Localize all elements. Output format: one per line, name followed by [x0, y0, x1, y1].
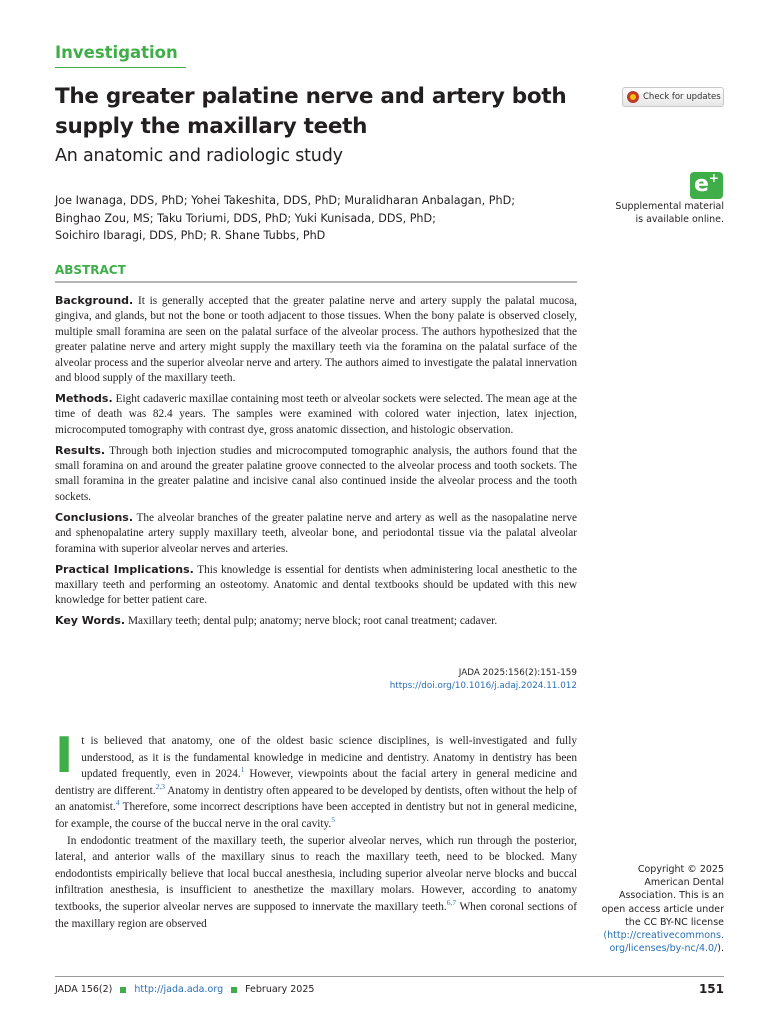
reference-link[interactable]: 5	[331, 815, 335, 825]
article-title: The greater palatine nerve and artery both supply the maxillary teeth	[55, 84, 567, 139]
author-line: Binghao Zou, MS; Taku Toriumi, DDS, PhD; Yuki Kunisada, DDS, PhD;	[55, 211, 436, 225]
doi-link[interactable]: https://doi.org/10.1016/j.adaj.2024.11.012	[389, 681, 577, 691]
abstract-label: Background.	[55, 294, 134, 307]
check-for-updates-button[interactable]	[622, 87, 724, 107]
abstract-keywords	[55, 613, 577, 629]
footer-date: February 2025	[245, 984, 315, 995]
supplemental-line: Supplemental material	[615, 201, 724, 212]
abstract-label: Key Words.	[55, 614, 126, 628]
copyright-line: Association. This is an	[618, 890, 724, 902]
abstract-body	[55, 293, 577, 634]
body-text: In endodontic treatment of the maxillary teeth, the superior alveolar nerves, which run through the posterior, lateral, and anterior walls of the maxillary sinus to reach the maxillary teeth, need to be blocked. Many endodontists empirically believe that local buccal anesthesia, including superior alveolar nerve blocks and buccal infiltration anesthesia, is insufficient to anesthetize the maxillary molars. However, according to anatomy textbooks, the superior alveolar nerves are supposed to innervate the maxillary teeth.	[55, 834, 577, 913]
abstract-label: Conclusions.	[55, 510, 134, 524]
abstract-text: The alveolar branches of the greater palatine nerve and artery as well as the nasopalatine nerve and sphenopalatine artery supply maxillary teeth, alveolar bone, and periodontal tissue via the palatal alveolar foramina with superior alveolar nerves and arteries.	[55, 511, 577, 555]
square-bullet-icon	[120, 987, 126, 993]
abstract-heading: ABSTRACT	[55, 263, 126, 277]
copyright-line: American Dental	[644, 877, 724, 889]
body-text: t is believed that anatomy, one of the oldest basic science disciplines, is well-investigated and fully understood, as it is the fundamental knowledge in medicine and dentistry. Anatomy in dentistry has been updated frequently, even in 2024.	[81, 735, 577, 781]
section-label: Investigation	[55, 43, 178, 62]
abstract-text: It is generally accepted that the greater palatine nerve and artery supply the palatal mucosa, gingiva, and glands, but not the bone or tooth adjacent to those tissues. When the bony palate is observed closely, multiple small foramina are seen on the palatal surface of the alveolar process. The authors hypothesized that the greater palatine nerve and artery might supply the maxillary teeth via the foramina on the palatal surface of the alveolar process and the superior alveolar nerve and artery. The authors aimed to investigate the palatal innervation and blood supply of the maxillary teeth.	[55, 295, 578, 385]
article-subtitle: An anatomic and radiologic study	[55, 146, 343, 166]
abstract-text: This knowledge is essential for dentists when administering local anesthetic to the maxillary teeth and performing an osteotomy. Anatomic and dental textbooks should be updated with this new knowledge for better patient care.	[55, 563, 577, 607]
author-line: Joe Iwanaga, DDS, PhD; Yohei Takeshita, DDS, PhD; Muralidharan Anbalagan, PhD;	[55, 194, 515, 207]
abstract-conclusions	[55, 510, 577, 557]
page-footer	[55, 984, 314, 995]
journal-url-link[interactable]: http://jada.ada.org	[134, 984, 224, 995]
abstract-text: Maxillary teeth; dental pulp; anatomy; nerve block; root canal treatment; cadaver.	[127, 615, 498, 628]
abstract-divider	[55, 281, 577, 283]
abstract-results	[55, 443, 577, 506]
reference-link[interactable]: 4	[115, 798, 120, 808]
square-bullet-icon	[231, 987, 237, 993]
body-text: However, viewpoints about the facial artery in general medicine and dentistry are different.	[55, 768, 577, 797]
abstract-label: Methods.	[55, 391, 113, 405]
license-link-line	[600, 942, 724, 955]
body-text: Therefore, some incorrect descriptions have been accepted in dentistry but not in general medicine, for example, the course of the buccal nerve in the oral cavity.	[55, 801, 577, 830]
copyright-line: the CC BY-NC license	[625, 916, 724, 928]
section-divider	[55, 67, 186, 68]
footer-divider	[55, 976, 724, 977]
crossmark-icon	[627, 91, 639, 103]
body-text: When coronal sections of the maxillary region are observed	[55, 900, 577, 930]
body-text: Anatomy in dentistry often appeared to be developed by dentists, often without the help of an anatomist.	[55, 784, 577, 814]
copyright-line: open access article under	[601, 903, 724, 915]
license-link-part[interactable]: (http://creativecommons.	[603, 930, 724, 942]
drop-cap: I	[55, 727, 74, 784]
abstract-label: Results.	[55, 443, 106, 457]
page-number: 151	[698, 982, 724, 996]
abstract-background	[55, 293, 577, 386]
license-link[interactable]	[600, 929, 724, 942]
supplemental-line: is available online.	[635, 213, 724, 225]
supplemental-eplus-icon[interactable]	[690, 172, 723, 199]
journal-citation: JADA 2025:156(2):151-159	[458, 668, 577, 678]
eplus-letter: e	[694, 172, 709, 197]
body-paragraph	[55, 727, 577, 833]
footer-issue: JADA 156(2)	[55, 984, 113, 995]
article-body	[55, 727, 577, 932]
body-paragraph	[55, 833, 577, 933]
check-for-updates-label: Check for updates	[643, 92, 721, 102]
author-line: Soichiro Ibaragi, DDS, PhD; R. Shane Tubbs, PhD	[55, 229, 326, 242]
reference-link[interactable]: 6,7	[446, 898, 457, 908]
abstract-implications	[55, 562, 577, 609]
citation-block	[355, 667, 577, 693]
license-link-part[interactable]: org/licenses/by-nc/4.0/	[609, 943, 718, 955]
supplemental-note	[600, 201, 724, 226]
abstract-methods	[55, 391, 577, 438]
copyright-line: Copyright © 2025	[637, 864, 724, 875]
abstract-text: Eight cadaveric maxillae containing most teeth or alveolar sockets were selected. The mean age at the time of death was 82.4 years. The samples were examined with colored water injection, latex injection, microcomputed tomography with contrast dye, gross anatomic dissection, and histologic observation.	[55, 392, 577, 436]
reference-link[interactable]: 1	[240, 765, 245, 775]
author-list	[55, 192, 575, 245]
abstract-text: Through both injection studies and microcomputed tomographic analysis, the authors found that the small foramina on and around the greater palatine groove connected to the alveolar process and tooth sockets. The small foramina in the greater palatine and incisive canal also continued inside the alveolar process and the tooth sockets.	[55, 444, 578, 503]
eplus-plus: +	[708, 171, 719, 185]
license-link-end: ).	[717, 943, 724, 955]
copyright-note	[600, 863, 724, 955]
reference-link[interactable]: 2,3	[155, 782, 165, 792]
abstract-label: Practical Implications.	[55, 562, 194, 576]
